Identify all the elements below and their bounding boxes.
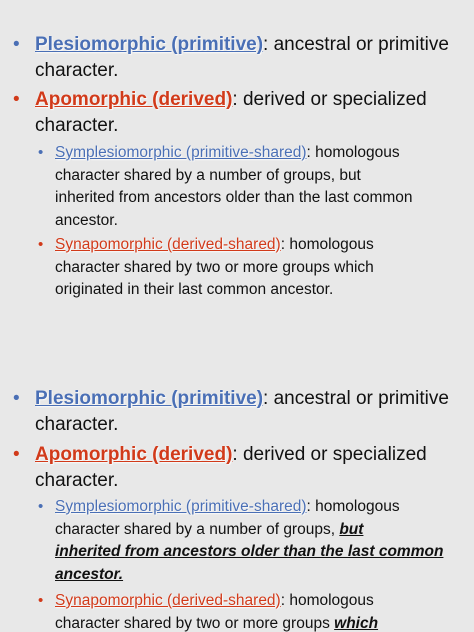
- bullet-dot: •: [38, 236, 44, 253]
- term-plesiomorphic: Plesiomorphic (primitive): [35, 34, 264, 55]
- emphasized-text: which: [334, 614, 379, 632]
- term-plesiomorphic: Plesiomorphic (primitive): [35, 388, 264, 409]
- definition-text: character.: [35, 115, 119, 136]
- term-separator: :: [232, 444, 238, 465]
- definition-text: ancestral or primitive: [268, 388, 449, 409]
- term-symplesiomorphic: Symplesiomorphic (primitive-shared): [55, 498, 307, 515]
- definition-text: ancestor.: [55, 211, 118, 229]
- bullet-apomorphic: [13, 87, 427, 139]
- term-symplesiomorphic: Symplesiomorphic (primitive-shared): [55, 144, 307, 161]
- bullet-dot: •: [38, 498, 44, 515]
- term-separator: :: [232, 89, 238, 110]
- bullet-dot: •: [13, 89, 20, 110]
- bullet-dot: •: [38, 592, 44, 609]
- slide-2: [0, 316, 474, 632]
- emphasized-text: but: [339, 520, 364, 538]
- bullet-apomorphic: [13, 442, 427, 494]
- definition-text: inherited from ancestors older than the last common: [55, 189, 413, 206]
- term-separator: :: [280, 236, 286, 253]
- bullet-plesiomorphic: [13, 32, 449, 84]
- term-synapomorphic: Synapomorphic (derived-shared): [55, 592, 281, 609]
- bullet-plesiomorphic: [13, 386, 449, 438]
- definition-text: character.: [35, 60, 119, 81]
- definition-text: homologous: [310, 144, 400, 161]
- definition-text: ancestral or primitive: [268, 34, 449, 55]
- definition-text: derived or specialized: [237, 89, 427, 110]
- definition-text: character shared by two or more groups: [55, 614, 335, 632]
- definition-text: character shared by a number of groups,: [55, 520, 340, 538]
- definition-text: homologous: [285, 592, 374, 609]
- term-separator: :: [263, 388, 269, 409]
- definition-text: homologous: [285, 236, 374, 253]
- term-separator: :: [306, 498, 311, 515]
- definition-text: derived or specialized: [237, 444, 427, 465]
- term-apomorphic: Apomorphic (derived): [35, 89, 233, 110]
- definition-text: character shared by a number of groups, but: [55, 166, 361, 184]
- bullet-dot: •: [38, 144, 44, 161]
- definition-text: character.: [35, 414, 119, 435]
- bullet-symplesiomorphic: [38, 496, 444, 586]
- bullet-symplesiomorphic: [38, 142, 413, 232]
- definition-text: originated in their last common ancestor.: [55, 281, 334, 298]
- bullet-dot: •: [13, 444, 20, 465]
- emphasized-text: ancestor.: [55, 565, 124, 583]
- definition-text: character shared by two or more groups which: [55, 258, 374, 276]
- bullet-synapomorphic: [38, 234, 374, 302]
- definition-text: homologous: [310, 498, 400, 515]
- bullet-dot: •: [13, 34, 20, 55]
- term-synapomorphic: Synapomorphic (derived-shared): [55, 236, 281, 253]
- definition-text: character.: [35, 470, 119, 491]
- term-separator: :: [306, 144, 311, 161]
- bullet-dot: •: [13, 388, 20, 409]
- term-separator: :: [263, 34, 269, 55]
- bullet-synapomorphic: [38, 590, 379, 632]
- term-separator: :: [280, 592, 286, 609]
- term-apomorphic: Apomorphic (derived): [35, 444, 233, 465]
- emphasized-text: inherited from ancestors older than the last common: [55, 543, 444, 560]
